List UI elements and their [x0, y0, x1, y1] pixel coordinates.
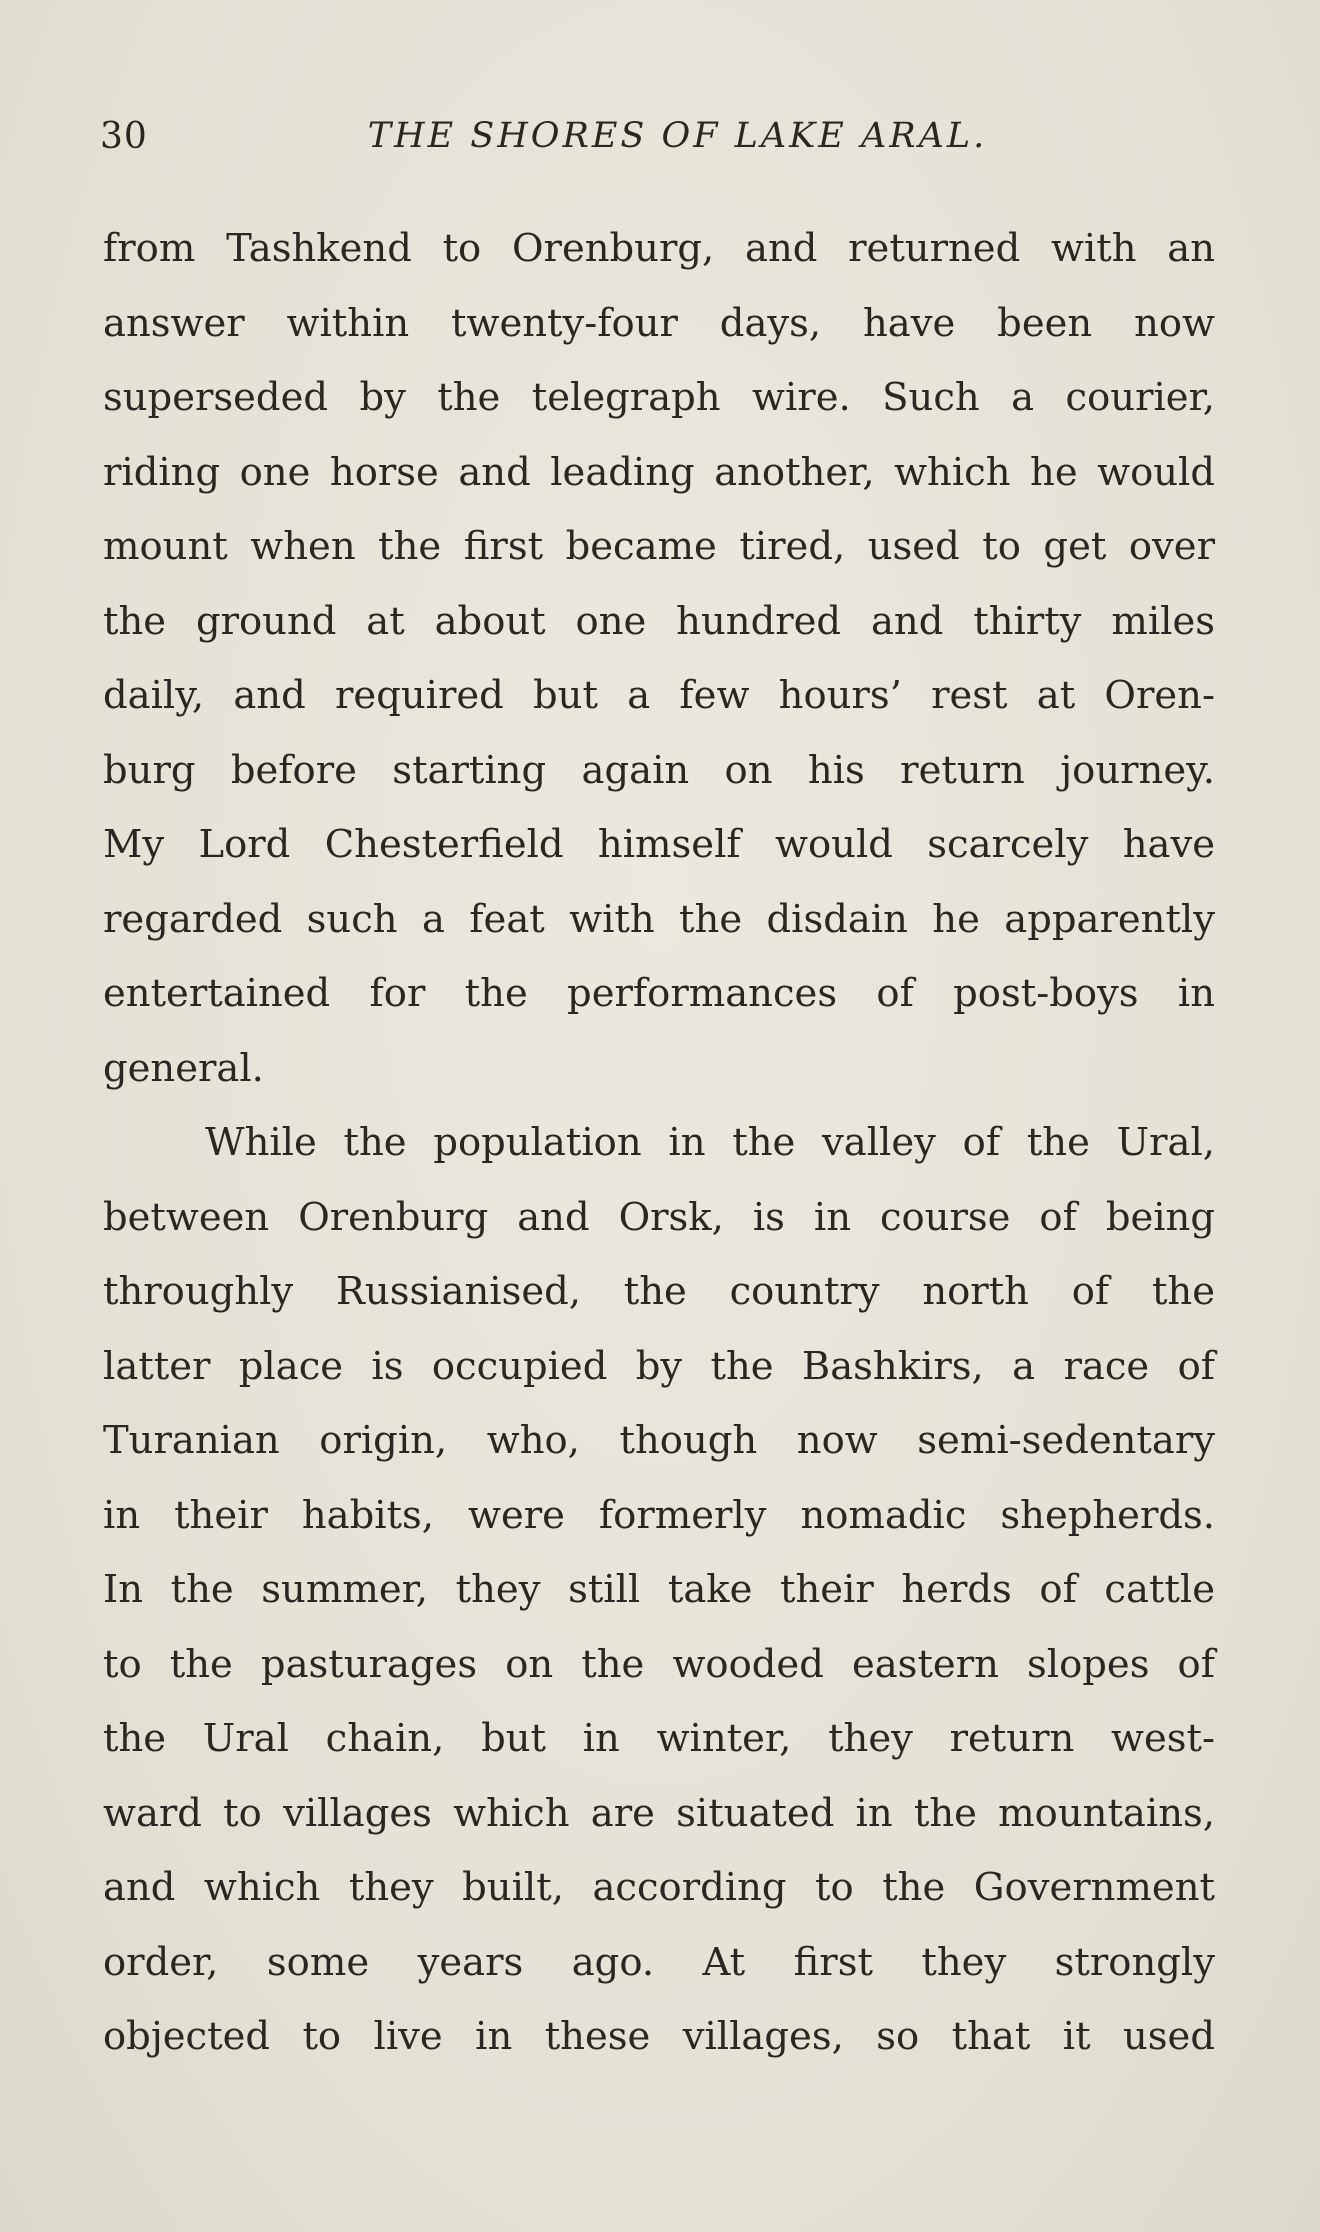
text-line: in their habits, were formerly nomadic shepherds.: [103, 1492, 1215, 1538]
text-line: riding one horse and leading another, which he would: [103, 449, 1215, 495]
text-line: general.: [103, 1045, 264, 1091]
text-line: My Lord Chesterfield himself would scarcely have: [103, 822, 1215, 867]
text-line: to the pasturages on the wooded eastern slopes of: [103, 1641, 1215, 1687]
text-line: burg before starting again on his return journey.: [103, 747, 1215, 793]
text-line: In the summer, they still take their herds of cattle: [103, 1567, 1215, 1612]
page-header: [100, 116, 1215, 176]
text-line: regarded such a feat with the disdain he apparently: [103, 896, 1215, 942]
body-text: [103, 212, 1215, 2075]
text-line: throughly Russianised, the country north of the: [103, 1269, 1215, 1314]
text-line: Turanian origin, who, though now semi-sedentary: [103, 1418, 1215, 1463]
text-line: latter place is occupied by the Bashkirs, a race of: [103, 1343, 1215, 1389]
paragraph-first-line: While the population in the valley of the Ural,: [205, 1120, 1215, 1165]
text-line: mount when the first became tired, used to get over: [103, 524, 1215, 569]
text-line: entertained for the performances of post-boys in: [103, 971, 1215, 1016]
text-line: ward to villages which are situated in the mountains,: [103, 1790, 1215, 1836]
text-line: the ground at about one hundred and thirty miles: [103, 598, 1215, 644]
text-line: and which they built, according to the Government: [103, 1865, 1215, 1910]
text-line: daily, and required but a few hours’ rest at Oren-: [103, 673, 1215, 718]
text-line: the Ural chain, but in winter, they return west-: [103, 1716, 1215, 1761]
text-line: superseded by the telegraph wire. Such a courier,: [103, 375, 1215, 420]
text-line: order, some years ago. At first they strongly: [103, 1939, 1215, 1985]
page-number: 30: [100, 116, 148, 157]
text-line: objected to live in these villages, so that it used: [103, 2014, 1215, 2059]
text-line: from Tashkend to Orenburg, and returned with an: [103, 226, 1215, 271]
text-line: between Orenburg and Orsk, is in course of being: [103, 1194, 1215, 1240]
text-line: answer within twenty-four days, have been now: [103, 300, 1215, 346]
running-head: THE SHORES OF LAKE ARAL.: [367, 116, 988, 156]
